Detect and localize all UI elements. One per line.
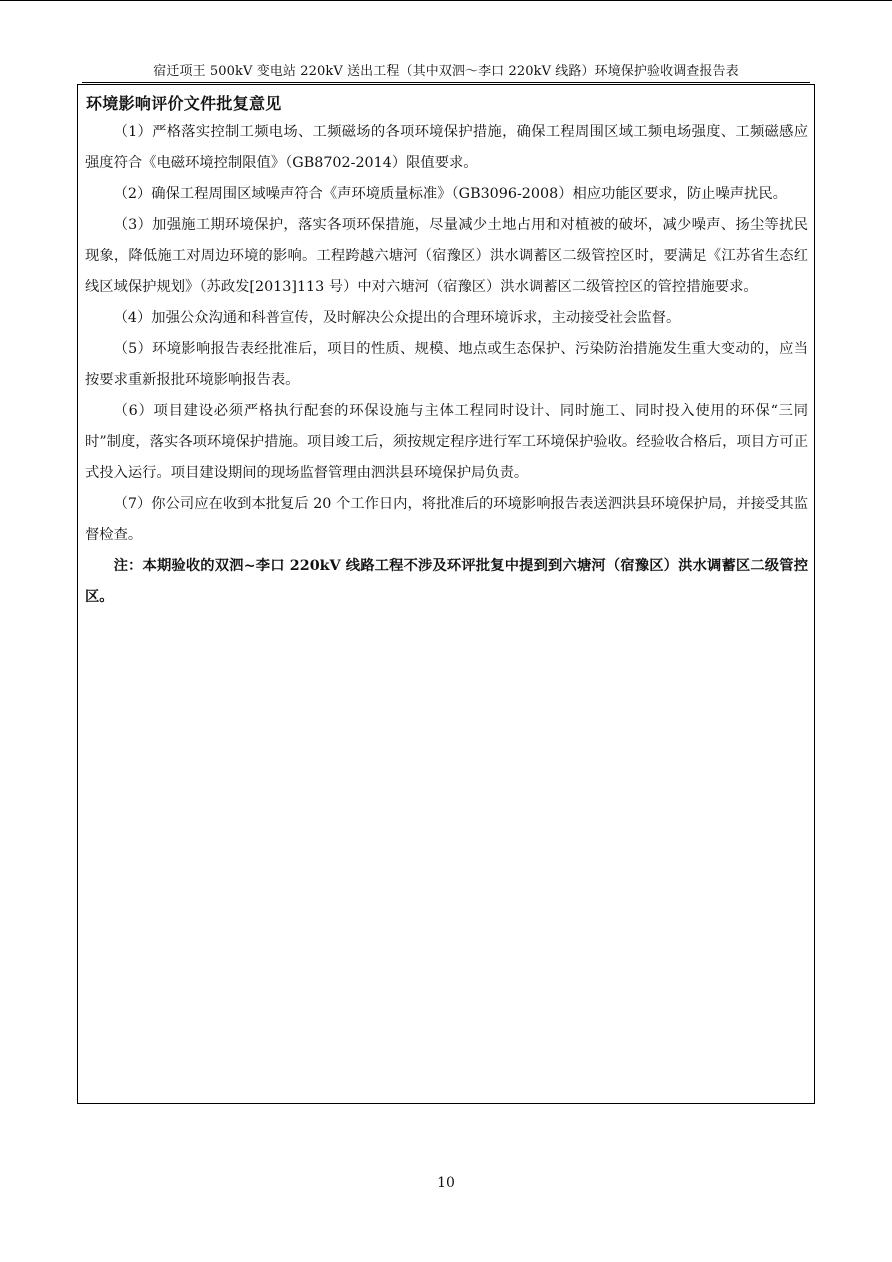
page-number: 10 bbox=[437, 1175, 455, 1191]
section-title: 环境影响评价文件批复意见 bbox=[86, 94, 282, 113]
opinion-paragraph-6: （6）项目建设必须严格执行配套的环保设施与主体工程同时设计、同时施工、同时投入使用的环保“三同时”制度，落实各项环境保护措施。项目竣工后，须按规定程序进行军工环境保护验收。经验收合格后，项目方可正式投入运行。项目建设期间的现场监督管理由泗洪县环境保护局负责。 bbox=[85, 403, 808, 481]
approval-opinion-body bbox=[85, 117, 808, 613]
running-header: 宿迁项王 500kV 变电站 220kV 送出工程（其中双泗～李口 220kV 线路）环境保护验收调查报告表 bbox=[153, 64, 739, 79]
opinion-paragraph-7: （7）你公司应在收到本批复后 20 个工作日内，将批准后的环境影响报告表送泗洪县环境保护局，并接受其监督检查。 bbox=[85, 496, 808, 543]
opinion-paragraph-3: （3）加强施工期环境保护，落实各项环保措施，尽量减少土地占用和对植被的破坏，减少噪声、扬尘等扰民现象，降低施工对周边环境的影响。工程跨越六塘河（宿豫区）洪水调蓄区二级管控区时，要满足《江苏省生态红线区域保护规划》（苏政发[2013]113 号）中对六塘河（宿豫区）洪水调蓄区二级管控区的管控措施要求。 bbox=[85, 217, 808, 295]
top-border-line bbox=[0, 0, 892, 1]
header-divider bbox=[82, 82, 810, 83]
approval-opinion-box bbox=[77, 84, 815, 1104]
opinion-paragraph-1: （1）严格落实控制工频电场、工频磁场的各项环境保护措施，确保工程周围区域工频电场强度、工频磁感应强度符合《电磁环境控制限值》（GB8702-2014）限值要求。 bbox=[85, 124, 808, 171]
opinion-paragraph-5: （5）环境影响报告表经批准后，项目的性质、规模、地点或生态保护、污染防治措施发生重大变动的，应当按要求重新报批环境影响报告表。 bbox=[85, 341, 808, 388]
acceptance-note: 注：本期验收的双泗~李口 220kV 线路工程不涉及环评批复中提到到六塘河（宿豫区）洪水调蓄区二级管控区。 bbox=[85, 558, 808, 605]
opinion-paragraph-4: （4）加强公众沟通和科普宣传，及时解决公众提出的合理环境诉求，主动接受社会监督。 bbox=[113, 310, 681, 326]
opinion-paragraph-2: （2）确保工程周围区域噪声符合《声环境质量标准》（GB3096-2008）相应功能区要求，防止噪声扰民。 bbox=[113, 186, 787, 202]
